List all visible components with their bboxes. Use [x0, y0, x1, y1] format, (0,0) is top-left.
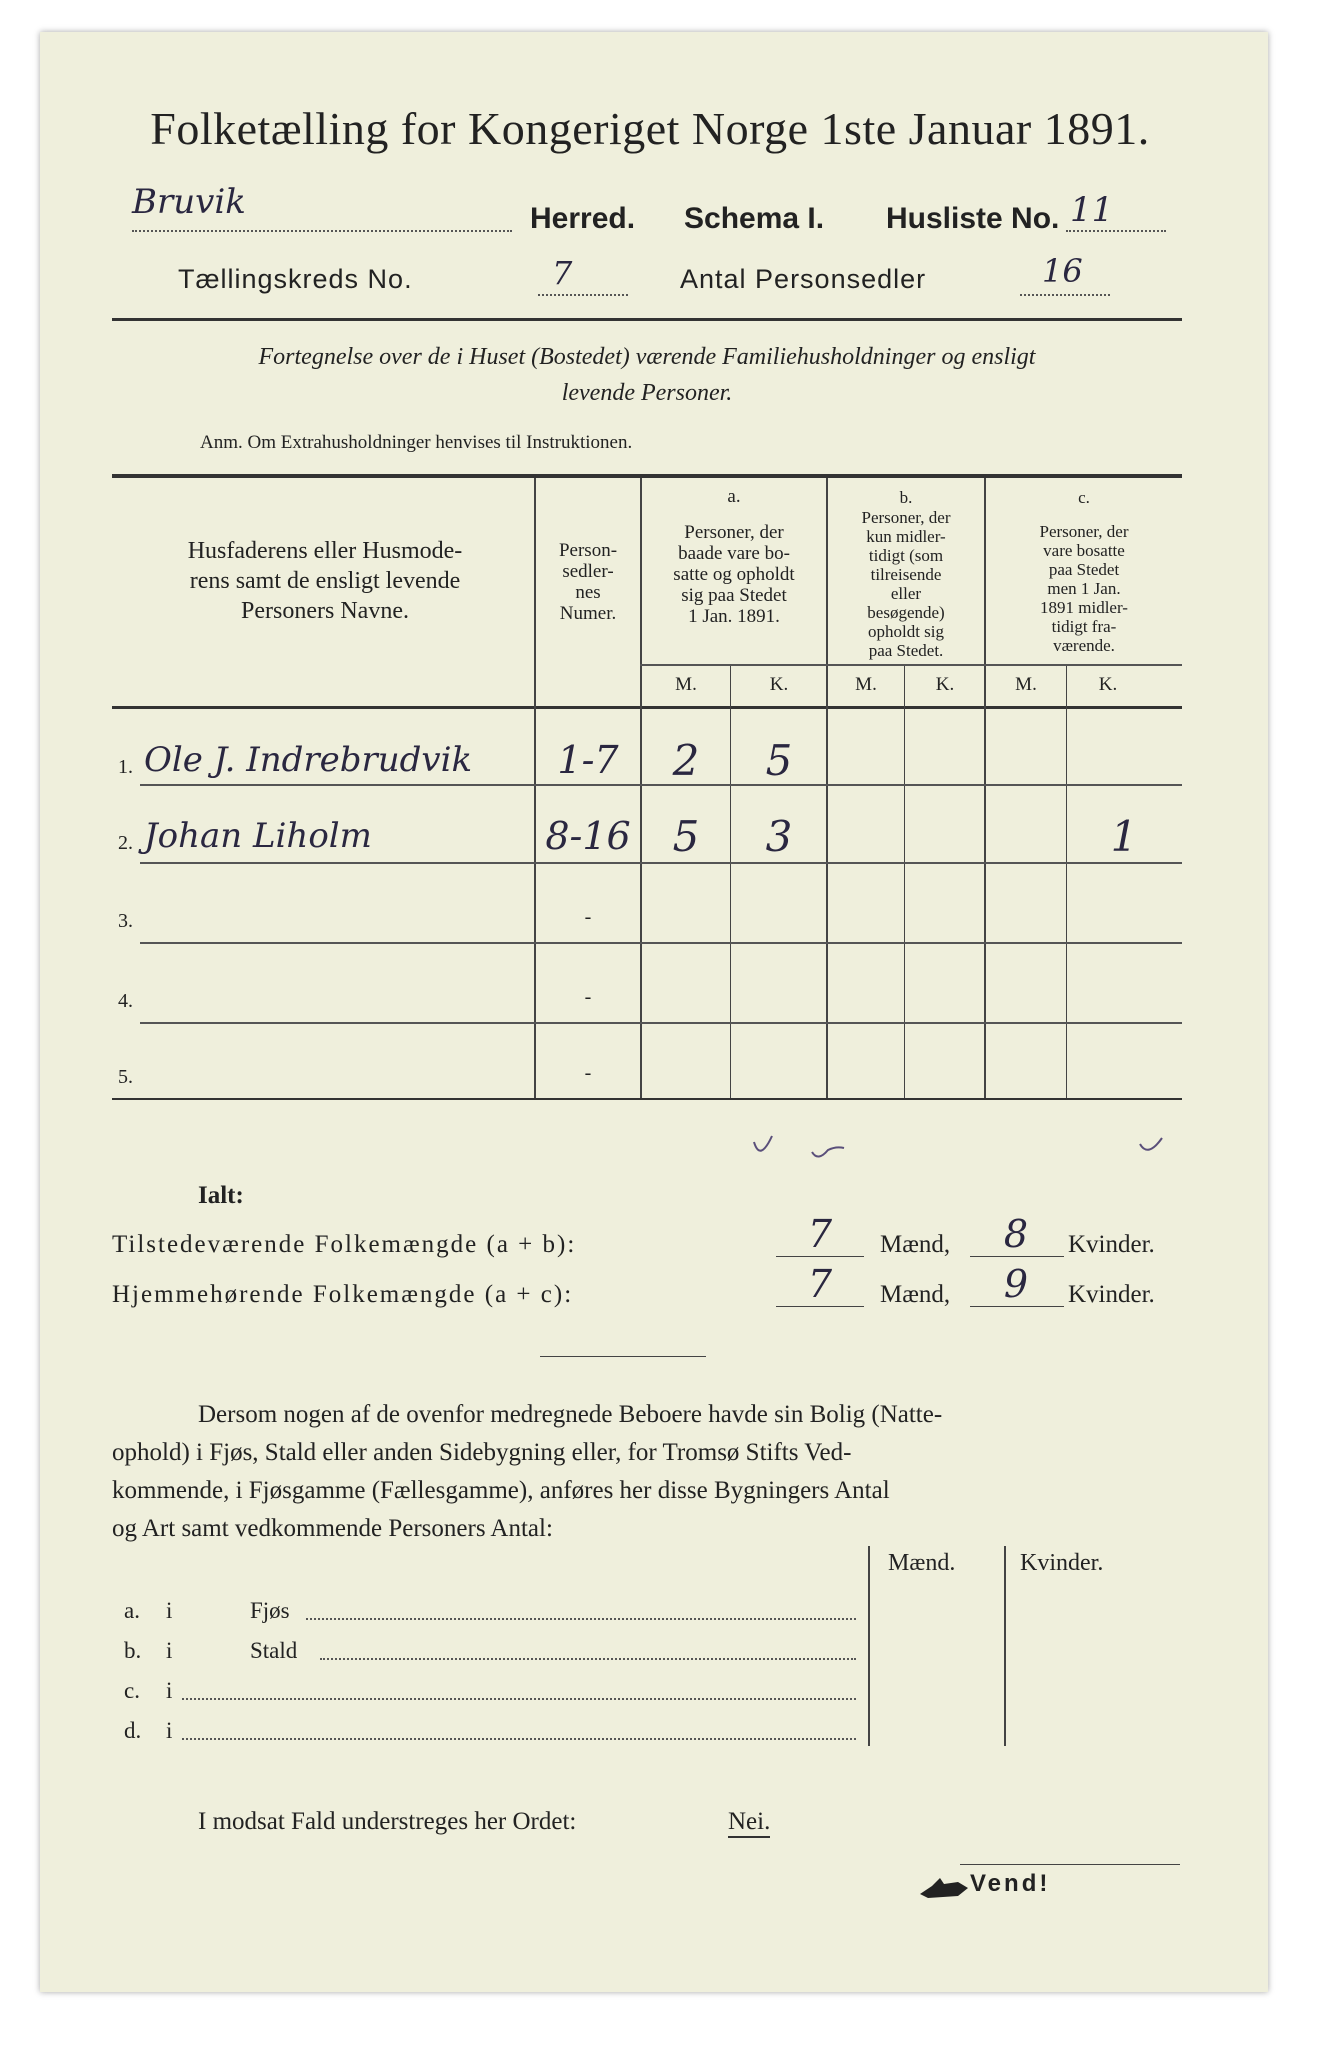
- hjemme-maend-label: Mænd,: [880, 1281, 951, 1308]
- row-2-c-k: 1: [1110, 812, 1138, 861]
- row-line-4: [140, 1022, 1182, 1024]
- building-a-letter: a.: [124, 1598, 140, 1623]
- row-1-number: 1.: [118, 756, 133, 778]
- row-2-numer: 8-16: [545, 814, 631, 858]
- vend-rule: [960, 1864, 1180, 1865]
- hjemme-maend-value: 7: [807, 1262, 833, 1306]
- row-line-2: [140, 862, 1182, 864]
- row-3-numer: -: [584, 906, 592, 928]
- table-header-rule: [112, 706, 1182, 709]
- col-header-c: Personer, der vare bosatte paa Stedet men 1 Jan. 1891 midler- tidigt fra- værende.: [1039, 522, 1129, 655]
- tilstede-label: Tilstedeværende Folkemængde (a + b):: [112, 1231, 577, 1258]
- building-b-dotline: [320, 1658, 856, 1660]
- hjemme-kvinder-underline: [970, 1306, 1064, 1307]
- building-c-i: i: [166, 1678, 173, 1703]
- buildings-col-divider-2: [1004, 1546, 1006, 1746]
- building-d-dotline: [182, 1738, 856, 1740]
- kreds-label: Tællingskreds No.: [178, 264, 413, 294]
- col-header-numer: Person- sedler- nes Numer.: [558, 540, 618, 624]
- row-1-a-m: 2: [672, 736, 700, 785]
- personsedler-number: 16: [1042, 252, 1083, 290]
- building-c-dotline: [182, 1698, 856, 1700]
- row-2-a-m: 5: [672, 812, 700, 861]
- herred-name: Bruvik: [132, 182, 246, 222]
- building-a-i: i: [166, 1598, 173, 1623]
- row-5-numer: -: [584, 1062, 592, 1084]
- husliste-dotline: [1066, 230, 1166, 232]
- intro-line-2: levende Personer.: [561, 380, 733, 406]
- col-b-m-header: M.: [855, 674, 877, 695]
- kreds-number: 7: [552, 254, 573, 292]
- building-a-label: Fjøs: [250, 1598, 290, 1623]
- header-rule: [112, 318, 1182, 321]
- herred-label: Herred.: [530, 202, 636, 235]
- mk-header-rule: [640, 664, 1182, 666]
- building-c-letter: c.: [124, 1678, 140, 1703]
- buildings-col-kvinder: Kvinder.: [1020, 1550, 1104, 1576]
- census-form-page: [40, 32, 1268, 1992]
- personsedler-label: Antal Personsedler: [680, 264, 927, 294]
- col-divider-1: [534, 478, 536, 1098]
- buildings-col-divider-1: [868, 1546, 870, 1746]
- row-2-name: Johan Liholm: [144, 816, 372, 856]
- tilstede-maend-underline: [776, 1256, 864, 1257]
- hjemme-kvinder-label: Kvinder.: [1068, 1281, 1155, 1308]
- col-header-a: Personer, der baade vare bo- satte og opholdt sig paa Stedet 1 Jan. 1891.: [673, 522, 795, 627]
- building-b-letter: b.: [124, 1638, 142, 1663]
- section-divider: [540, 1356, 706, 1357]
- col-c-m-header: M.: [1015, 674, 1037, 695]
- building-d-i: i: [166, 1718, 173, 1743]
- row-4-numer: -: [584, 986, 592, 1008]
- row-5-number: 5.: [118, 1066, 133, 1088]
- personsedler-dotline: [1020, 294, 1110, 296]
- modsat-text: I modsat Fald understreges her Ordet:: [198, 1808, 577, 1835]
- buildings-para-2: ophold) i Fjøs, Stald eller anden Sidebygning eller, for Tromsø Stifts Ved-: [112, 1439, 852, 1466]
- buildings-col-maend: Mænd.: [888, 1550, 956, 1576]
- anm-note: Anm. Om Extrahusholdninger henvises til Instruktionen.: [200, 432, 633, 453]
- kreds-dotline: [538, 294, 628, 296]
- buildings-para-3: kommende, i Fjøsgamme (Fællesgamme), anføres her disse Bygningers Antal: [112, 1477, 890, 1504]
- col-header-c-letter: c.: [1078, 488, 1090, 507]
- row-1-name: Ole J. Indrebrudvik: [144, 740, 473, 780]
- building-b-i: i: [166, 1638, 173, 1663]
- col-a-k-header: K.: [769, 674, 789, 695]
- tilstede-kvinder-label: Kvinder.: [1068, 1231, 1155, 1258]
- hjemme-label: Hjemmehørende Folkemængde (a + c):: [112, 1281, 574, 1308]
- col-divider-b: [904, 666, 905, 1098]
- table-top-rule: [112, 474, 1182, 478]
- row-2-number: 2.: [118, 832, 133, 854]
- col-divider-a: [730, 666, 731, 1098]
- husliste-label: Husliste No.: [886, 202, 1060, 235]
- col-b-k-header: K.: [935, 674, 955, 695]
- schema-label: Schema I.: [684, 202, 825, 235]
- building-b-label: Stald: [250, 1638, 298, 1663]
- col-header-name: Husfaderens eller Husmode- rens samt de ensligt levende Personers Navne.: [187, 538, 463, 624]
- col-c-k-header: K.: [1098, 674, 1118, 695]
- check-marks: [750, 1132, 1170, 1166]
- col-a-m-header: M.: [675, 674, 697, 695]
- row-2-a-k: 3: [765, 812, 793, 861]
- building-d-letter: d.: [124, 1718, 142, 1743]
- col-header-b: Personer, der kun midler- tidigt (som tilreisende eller besøgende) opholdt sig paa Stedet.: [861, 508, 951, 660]
- hjemme-kvinder-value: 9: [1003, 1262, 1029, 1306]
- col-header-a-letter: a.: [727, 486, 741, 507]
- tilstede-kvinder-value: 8: [1003, 1212, 1029, 1256]
- husliste-number: 11: [1070, 190, 1114, 230]
- table-bottom-rule: [112, 1098, 1182, 1100]
- buildings-para-4: og Art samt vedkommende Personers Antal:: [112, 1515, 553, 1542]
- row-3-number: 3.: [118, 910, 133, 932]
- building-a-dotline: [306, 1618, 856, 1620]
- buildings-para-1: Dersom nogen af de ovenfor medregnede Beboere havde sin Bolig (Natte-: [198, 1401, 943, 1428]
- tilstede-maend-value: 7: [807, 1212, 833, 1256]
- nei-word: Nei.: [728, 1808, 770, 1838]
- row-line-3: [140, 942, 1182, 944]
- intro-line-1: Fortegnelse over de i Huset (Bostedet) værende Familiehusholdninger og ensligt: [258, 344, 1036, 370]
- pointing-hand-icon: [918, 1874, 972, 1900]
- ialt-label: Ialt:: [198, 1182, 244, 1209]
- tilstede-kvinder-underline: [970, 1256, 1064, 1257]
- hjemme-maend-underline: [776, 1306, 864, 1307]
- row-1-numer: 1-7: [557, 738, 619, 782]
- tilstede-maend-label: Mænd,: [880, 1231, 951, 1258]
- vend-text: Vend!: [970, 1870, 1051, 1897]
- col-header-b-letter: b.: [899, 488, 913, 507]
- herred-dotline: [132, 230, 512, 232]
- row-4-number: 4.: [118, 990, 133, 1012]
- row-1-a-k: 5: [765, 736, 793, 785]
- form-title: Folketælling for Kongeriget Norge 1ste Januar 1891.: [150, 103, 1150, 154]
- col-divider-c: [1066, 666, 1067, 1098]
